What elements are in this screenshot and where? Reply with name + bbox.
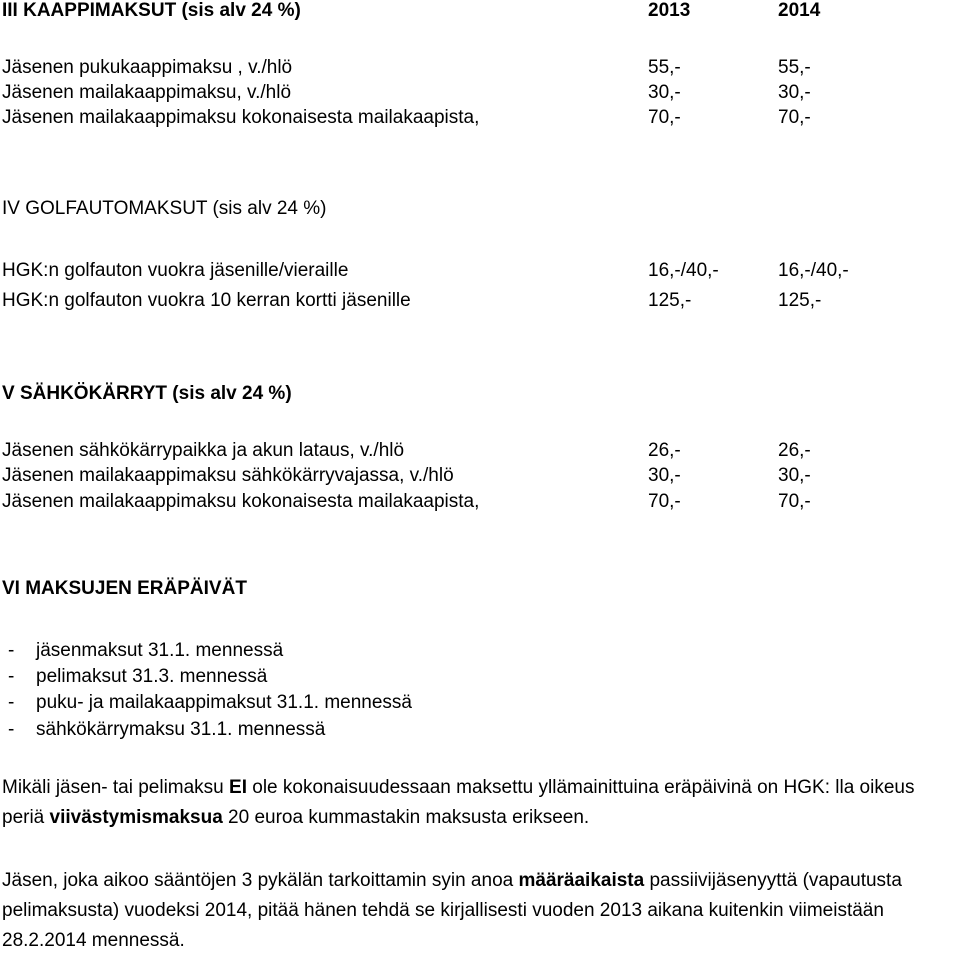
section-3-heading: III KAAPPIMAKSUT (sis alv 24 %) — [2, 0, 301, 21]
paragraph-text: passiivijäsenyyttä (vapautusta pelimaksusta) vuodeksi 2014, pitää hänen tehdä se kirjallisesti vuoden 2013 aikana kuitenkin viimeistään 28.2.2014 mennessä. — [2, 870, 902, 951]
fee-row — [2, 465, 958, 487]
fee-label: Jäsenen pukukaappimaksu , v./hlö — [2, 57, 293, 78]
fee-row — [2, 440, 958, 462]
fee-label: Jäsenen mailakaappimaksu kokonaisesta mailakaapista, — [2, 491, 480, 512]
fee-label: Jäsenen sähkökärrypaikka ja akun lataus, v./hlö — [2, 440, 405, 461]
fee-2013: 30,- — [648, 82, 681, 103]
list-item-text: pelimaksut 31.3. mennessä — [36, 666, 268, 687]
paragraph-text: Mikäli jäsen- tai pelimaksu — [2, 777, 230, 798]
year-2013-header: 2013 — [648, 0, 691, 21]
fee-2014: 16,-/40,- — [778, 260, 849, 281]
fee-2013: 16,-/40,- — [648, 260, 719, 281]
list-dash: - — [8, 666, 15, 687]
fee-2014: 30,- — [778, 82, 811, 103]
emphasis-text: määräaikaista — [518, 870, 645, 891]
fee-row — [2, 260, 958, 282]
paragraph-text: Jäsen, joka aikoo sääntöjen 3 pykälän tarkoittamin syin anoa — [2, 870, 519, 891]
fee-row — [2, 82, 958, 104]
section-5-heading: V SÄHKÖKÄRRYT (sis alv 24 %) — [2, 383, 292, 404]
fee-2013: 70,- — [648, 107, 681, 128]
fee-2014: 55,- — [778, 57, 811, 78]
fee-2013: 26,- — [648, 440, 681, 461]
fee-label: Jäsenen mailakaappimaksu kokonaisesta mailakaapista, — [2, 107, 480, 128]
list-dash: - — [8, 640, 15, 661]
fee-row — [2, 57, 958, 79]
emphasis-text: EI — [229, 777, 247, 798]
fee-label: HGK:n golfauton vuokra jäsenille/vieraille — [2, 260, 349, 281]
late-payment-paragraph — [2, 773, 958, 833]
section-4-heading: IV GOLFAUTOMAKSUT (sis alv 24 %) — [2, 198, 327, 219]
fee-label: Jäsenen mailakaappimaksu sähkökärryvajassa, v./hlö — [2, 465, 454, 486]
fee-label: HGK:n golfauton vuokra 10 kerran kortti jäsenille — [2, 290, 411, 311]
fee-2013: 70,- — [648, 491, 681, 512]
fee-2014: 70,- — [778, 491, 811, 512]
fee-2013: 125,- — [648, 290, 692, 311]
fee-row — [2, 107, 958, 129]
fee-2014: 30,- — [778, 465, 811, 486]
emphasis-text: viivästymismaksua — [49, 807, 223, 828]
year-2014-header: 2014 — [778, 0, 821, 21]
fee-2013: 55,- — [648, 57, 681, 78]
fee-2014: 125,- — [778, 290, 822, 311]
list-item-text: jäsenmaksut 31.1. mennessä — [36, 640, 284, 661]
passive-membership-paragraph — [2, 866, 958, 956]
list-dash: - — [8, 719, 15, 740]
fee-label: Jäsenen mailakaappimaksu, v./hlö — [2, 82, 292, 103]
list-item-text: puku- ja mailakaappimaksut 31.1. mennessä — [36, 692, 412, 713]
paragraph-text: 20 euroa kummastakin maksusta erikseen. — [222, 807, 590, 828]
fee-2013: 30,- — [648, 465, 681, 486]
list-item-text: sähkökärrymaksu 31.1. mennessä — [36, 719, 326, 740]
paragraph-text: ole kokonaisuudessaan maksettu yllämainittuina eräpäivinä on HGK: lla oikeus periä — [2, 777, 915, 828]
fee-row — [2, 290, 958, 312]
fee-2014: 26,- — [778, 440, 811, 461]
fee-2014: 70,- — [778, 107, 811, 128]
section-3-header — [2, 0, 958, 22]
fee-row — [2, 491, 958, 513]
section-6-heading: VI MAKSUJEN ERÄPÄIVÄT — [2, 578, 247, 599]
list-dash: - — [8, 692, 15, 713]
